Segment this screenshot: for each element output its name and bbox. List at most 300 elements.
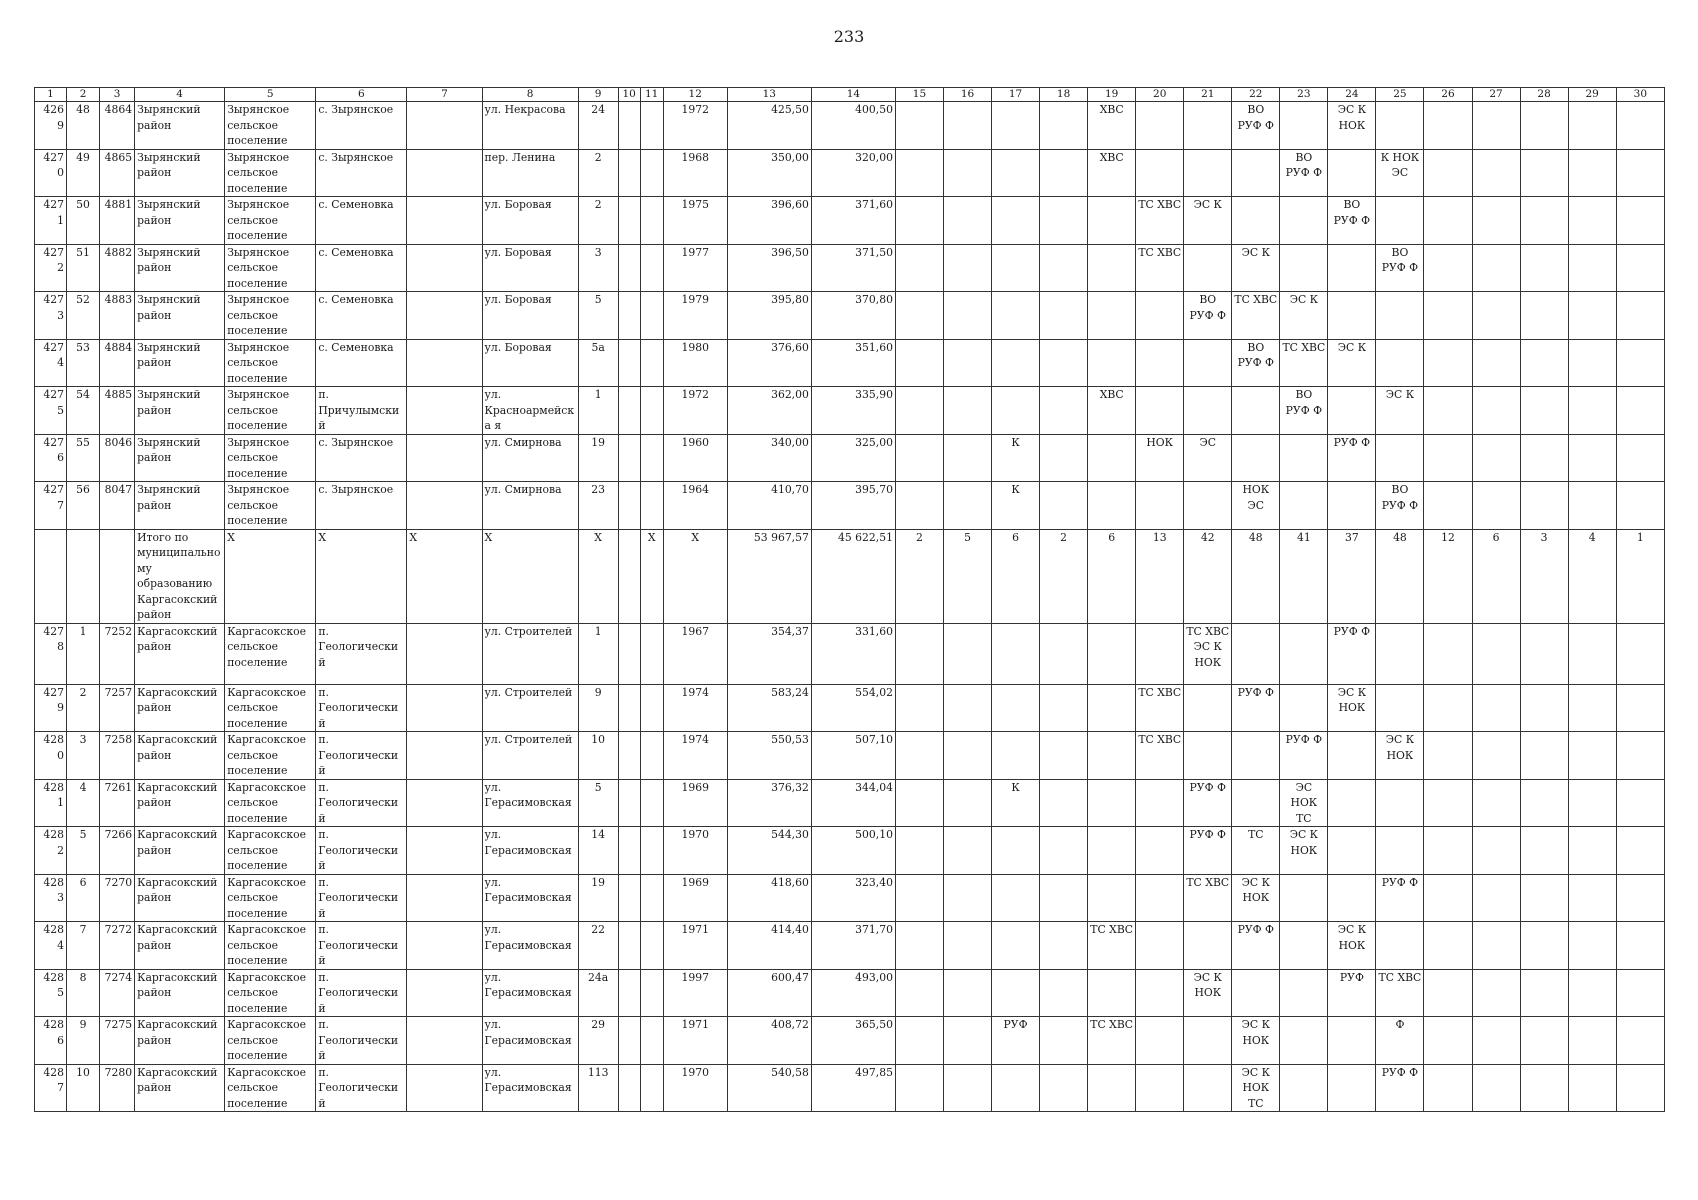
cell-col-2: 1 <box>67 623 100 684</box>
cell-col-16 <box>944 339 992 387</box>
cell-col-6: с. Зырянское <box>316 102 407 150</box>
cell-col-27 <box>1472 874 1520 922</box>
cell-col-26 <box>1424 922 1472 970</box>
cell-col-19 <box>1088 827 1136 875</box>
cell-col-6: с. Семеновка <box>316 292 407 340</box>
cell-col-8: ул. Строителей <box>482 623 578 684</box>
cell-col-17 <box>992 1064 1040 1112</box>
cell-col-30 <box>1616 684 1664 732</box>
cell-col-1 <box>35 529 67 623</box>
cell-col-18 <box>1040 149 1088 197</box>
cell-col-4: Зырянский район <box>135 102 225 150</box>
cell-col-27 <box>1472 1017 1520 1065</box>
cell-col-4: Зырянский район <box>135 387 225 435</box>
cell-col-24: РУФ Ф <box>1328 434 1376 482</box>
cell-col-24 <box>1328 149 1376 197</box>
cell-col-11 <box>640 623 663 684</box>
cell-col-15 <box>895 827 943 875</box>
cell-col-28 <box>1520 149 1568 197</box>
cell-col-27 <box>1472 482 1520 530</box>
cell-col-2: 6 <box>67 874 100 922</box>
cell-col-1: 4272 <box>35 244 67 292</box>
table-row <box>35 292 1665 340</box>
cell-col-3: 7257 <box>100 684 135 732</box>
cell-col-4: Зырянский район <box>135 197 225 245</box>
cell-col-14: 400,50 <box>811 102 895 150</box>
column-header-30: 30 <box>1616 88 1664 102</box>
table-row <box>35 482 1665 530</box>
cell-col-21 <box>1184 339 1232 387</box>
cell-col-6: п. Геологический <box>316 969 407 1017</box>
cell-col-18 <box>1040 387 1088 435</box>
cell-col-26 <box>1424 434 1472 482</box>
cell-col-28 <box>1520 1064 1568 1112</box>
cell-col-10 <box>618 149 640 197</box>
cell-col-17 <box>992 684 1040 732</box>
cell-col-6: п. Геологический <box>316 732 407 780</box>
cell-col-26 <box>1424 827 1472 875</box>
cell-col-11 <box>640 434 663 482</box>
cell-col-6: с. Семеновка <box>316 339 407 387</box>
cell-col-24 <box>1328 482 1376 530</box>
cell-col-29 <box>1568 922 1616 970</box>
cell-col-28 <box>1520 969 1568 1017</box>
cell-col-28 <box>1520 197 1568 245</box>
cell-col-18 <box>1040 874 1088 922</box>
cell-col-21 <box>1184 387 1232 435</box>
cell-col-4: Зырянский район <box>135 149 225 197</box>
cell-col-9: 5а <box>578 339 618 387</box>
cell-col-30 <box>1616 339 1664 387</box>
column-header-10: 10 <box>618 88 640 102</box>
cell-col-8: ул. Герасимовская <box>482 779 578 827</box>
cell-col-5: Каргасокское сельское поселение <box>225 623 316 684</box>
cell-col-27 <box>1472 244 1520 292</box>
cell-col-20 <box>1136 1064 1184 1112</box>
cell-col-17 <box>992 732 1040 780</box>
cell-col-28 <box>1520 874 1568 922</box>
cell-col-2: 54 <box>67 387 100 435</box>
cell-col-25: Ф <box>1376 1017 1424 1065</box>
column-number-header <box>35 88 1665 102</box>
cell-col-30: 1 <box>1616 529 1664 623</box>
cell-col-24 <box>1328 827 1376 875</box>
cell-col-13: 600,47 <box>727 969 811 1017</box>
cell-col-19 <box>1088 1064 1136 1112</box>
cell-col-20: ТС ХВС <box>1136 197 1184 245</box>
cell-col-18 <box>1040 102 1088 150</box>
cell-col-27 <box>1472 149 1520 197</box>
cell-col-5: Зырянское сельское поселение <box>225 387 316 435</box>
cell-col-8: ул. Боровая <box>482 292 578 340</box>
cell-col-30 <box>1616 732 1664 780</box>
cell-col-24: ЭС К НОК <box>1328 922 1376 970</box>
cell-col-12: 1970 <box>663 1064 727 1112</box>
column-header-20: 20 <box>1136 88 1184 102</box>
cell-col-20 <box>1136 922 1184 970</box>
cell-col-2: 9 <box>67 1017 100 1065</box>
cell-col-17 <box>992 827 1040 875</box>
cell-col-8: ул. Боровая <box>482 244 578 292</box>
cell-col-19 <box>1088 339 1136 387</box>
cell-col-5: Зырянское сельское поселение <box>225 292 316 340</box>
cell-col-26 <box>1424 339 1472 387</box>
cell-col-24: 37 <box>1328 529 1376 623</box>
cell-col-27 <box>1472 779 1520 827</box>
cell-col-28 <box>1520 387 1568 435</box>
cell-col-12: 1979 <box>663 292 727 340</box>
cell-col-9: 113 <box>578 1064 618 1112</box>
column-header-27: 27 <box>1472 88 1520 102</box>
cell-col-7 <box>407 827 482 875</box>
cell-col-28 <box>1520 779 1568 827</box>
column-header-28: 28 <box>1520 88 1568 102</box>
cell-col-20: ТС ХВС <box>1136 732 1184 780</box>
cell-col-14: 395,70 <box>811 482 895 530</box>
cell-col-12: Х <box>663 529 727 623</box>
cell-col-15 <box>895 684 943 732</box>
cell-col-22: НОК ЭС <box>1232 482 1280 530</box>
cell-col-22: РУФ Ф <box>1232 922 1280 970</box>
cell-col-3: 7261 <box>100 779 135 827</box>
cell-col-24: РУФ Ф <box>1328 623 1376 684</box>
cell-col-19: ХВС <box>1088 102 1136 150</box>
cell-col-24 <box>1328 387 1376 435</box>
cell-col-23: ЭС К <box>1280 292 1328 340</box>
cell-col-23 <box>1280 922 1328 970</box>
cell-col-11 <box>640 684 663 732</box>
cell-col-14: 325,00 <box>811 434 895 482</box>
cell-col-26 <box>1424 969 1472 1017</box>
cell-col-8: ул. Смирнова <box>482 482 578 530</box>
cell-col-25 <box>1376 434 1424 482</box>
column-header-24: 24 <box>1328 88 1376 102</box>
cell-col-3: 7270 <box>100 874 135 922</box>
cell-col-4: Зырянский район <box>135 339 225 387</box>
cell-col-13: 376,32 <box>727 779 811 827</box>
cell-col-29 <box>1568 197 1616 245</box>
cell-col-27 <box>1472 684 1520 732</box>
cell-col-4: Зырянский район <box>135 244 225 292</box>
cell-col-2: 7 <box>67 922 100 970</box>
cell-col-15 <box>895 482 943 530</box>
cell-col-19 <box>1088 197 1136 245</box>
cell-col-13: 340,00 <box>727 434 811 482</box>
cell-col-9: 22 <box>578 922 618 970</box>
cell-col-4: Зырянский район <box>135 292 225 340</box>
cell-col-6: п. Геологический <box>316 1017 407 1065</box>
cell-col-20 <box>1136 292 1184 340</box>
cell-col-27 <box>1472 1064 1520 1112</box>
cell-col-14: 335,90 <box>811 387 895 435</box>
cell-col-28 <box>1520 1017 1568 1065</box>
cell-col-24 <box>1328 874 1376 922</box>
cell-col-19 <box>1088 292 1136 340</box>
cell-col-23 <box>1280 684 1328 732</box>
table-row <box>35 244 1665 292</box>
cell-col-17: РУФ <box>992 1017 1040 1065</box>
table-row <box>35 732 1665 780</box>
cell-col-11 <box>640 1017 663 1065</box>
cell-col-19 <box>1088 779 1136 827</box>
cell-col-26 <box>1424 102 1472 150</box>
cell-col-6: с. Зырянское <box>316 482 407 530</box>
cell-col-27 <box>1472 292 1520 340</box>
cell-col-1: 4277 <box>35 482 67 530</box>
cell-col-18 <box>1040 623 1088 684</box>
cell-col-19 <box>1088 623 1136 684</box>
cell-col-15 <box>895 244 943 292</box>
cell-col-1: 4270 <box>35 149 67 197</box>
cell-col-12: 1969 <box>663 779 727 827</box>
cell-col-22: РУФ Ф <box>1232 684 1280 732</box>
cell-col-11 <box>640 732 663 780</box>
cell-col-24 <box>1328 244 1376 292</box>
cell-col-19 <box>1088 969 1136 1017</box>
cell-col-9: 19 <box>578 874 618 922</box>
cell-col-30 <box>1616 244 1664 292</box>
cell-col-21 <box>1184 482 1232 530</box>
cell-col-5: Каргасокское сельское поселение <box>225 1064 316 1112</box>
cell-col-14: 323,40 <box>811 874 895 922</box>
cell-col-16: 5 <box>944 529 992 623</box>
cell-col-25: ВО РУФ Ф <box>1376 244 1424 292</box>
cell-col-15 <box>895 339 943 387</box>
cell-col-13: 408,72 <box>727 1017 811 1065</box>
cell-col-23: ТС ХВС <box>1280 339 1328 387</box>
cell-col-7 <box>407 874 482 922</box>
cell-col-16 <box>944 1064 992 1112</box>
cell-col-14: 507,10 <box>811 732 895 780</box>
cell-col-25 <box>1376 102 1424 150</box>
cell-col-6: Х <box>316 529 407 623</box>
cell-col-26 <box>1424 1017 1472 1065</box>
cell-col-19 <box>1088 732 1136 780</box>
cell-col-7 <box>407 684 482 732</box>
cell-col-13: 414,40 <box>727 922 811 970</box>
cell-col-9: 10 <box>578 732 618 780</box>
cell-col-23 <box>1280 874 1328 922</box>
column-header-21: 21 <box>1184 88 1232 102</box>
cell-col-30 <box>1616 1064 1664 1112</box>
cell-col-21 <box>1184 1064 1232 1112</box>
column-header-26: 26 <box>1424 88 1472 102</box>
cell-col-2: 3 <box>67 732 100 780</box>
cell-col-4: Зырянский район <box>135 482 225 530</box>
cell-col-8: пер. Ленина <box>482 149 578 197</box>
cell-col-24: ЭС К НОК <box>1328 102 1376 150</box>
cell-col-28 <box>1520 827 1568 875</box>
cell-col-26 <box>1424 779 1472 827</box>
cell-col-17 <box>992 969 1040 1017</box>
cell-col-19: ТС ХВС <box>1088 1017 1136 1065</box>
column-header-4: 4 <box>135 88 225 102</box>
cell-col-17 <box>992 292 1040 340</box>
cell-col-25 <box>1376 623 1424 684</box>
cell-col-14: 371,70 <box>811 922 895 970</box>
cell-col-13: 350,00 <box>727 149 811 197</box>
cell-col-15 <box>895 197 943 245</box>
cell-col-28 <box>1520 434 1568 482</box>
cell-col-17 <box>992 339 1040 387</box>
cell-col-17 <box>992 874 1040 922</box>
cell-col-11 <box>640 197 663 245</box>
cell-col-15: 2 <box>895 529 943 623</box>
cell-col-6: п. Причулымский <box>316 387 407 435</box>
column-header-12: 12 <box>663 88 727 102</box>
cell-col-8: ул. Некрасова <box>482 102 578 150</box>
cell-col-3: 7258 <box>100 732 135 780</box>
cell-col-21: РУФ Ф <box>1184 827 1232 875</box>
cell-col-25 <box>1376 292 1424 340</box>
cell-col-28 <box>1520 684 1568 732</box>
cell-col-25 <box>1376 197 1424 245</box>
cell-col-4: Каргасокский район <box>135 827 225 875</box>
cell-col-11 <box>640 874 663 922</box>
cell-col-12: 1971 <box>663 922 727 970</box>
cell-col-22 <box>1232 387 1280 435</box>
cell-col-23: ВО РУФ Ф <box>1280 387 1328 435</box>
cell-col-16 <box>944 387 992 435</box>
cell-col-29 <box>1568 827 1616 875</box>
cell-col-28 <box>1520 482 1568 530</box>
cell-col-15 <box>895 969 943 1017</box>
cell-col-5: Зырянское сельское поселение <box>225 482 316 530</box>
cell-col-19: ТС ХВС <box>1088 922 1136 970</box>
cell-col-9: Х <box>578 529 618 623</box>
cell-col-30 <box>1616 623 1664 684</box>
cell-col-27 <box>1472 434 1520 482</box>
cell-col-19 <box>1088 684 1136 732</box>
cell-col-5: Каргасокское сельское поселение <box>225 922 316 970</box>
cell-col-23 <box>1280 244 1328 292</box>
column-header-6: 6 <box>316 88 407 102</box>
cell-col-4: Каргасокский район <box>135 623 225 684</box>
cell-col-6: п. Геологический <box>316 779 407 827</box>
cell-col-28: 3 <box>1520 529 1568 623</box>
cell-col-20 <box>1136 149 1184 197</box>
cell-col-25: ВО РУФ Ф <box>1376 482 1424 530</box>
cell-col-21: 42 <box>1184 529 1232 623</box>
cell-col-22 <box>1232 623 1280 684</box>
column-header-29: 29 <box>1568 88 1616 102</box>
cell-col-6: п. Геологический <box>316 684 407 732</box>
cell-col-21: ЭС К <box>1184 197 1232 245</box>
cell-col-17 <box>992 623 1040 684</box>
cell-col-27 <box>1472 969 1520 1017</box>
cell-col-5: Зырянское сельское поселение <box>225 434 316 482</box>
cell-col-21: ЭС <box>1184 434 1232 482</box>
table-row <box>35 197 1665 245</box>
cell-col-10 <box>618 922 640 970</box>
cell-col-22: ЭС К НОК <box>1232 1017 1280 1065</box>
cell-col-14: 365,50 <box>811 1017 895 1065</box>
cell-col-24 <box>1328 1017 1376 1065</box>
table-row <box>35 102 1665 150</box>
cell-col-21 <box>1184 244 1232 292</box>
cell-col-9: 14 <box>578 827 618 875</box>
cell-col-18 <box>1040 684 1088 732</box>
cell-col-14: 554,02 <box>811 684 895 732</box>
cell-col-7 <box>407 732 482 780</box>
cell-col-6: с. Семеновка <box>316 244 407 292</box>
cell-col-26 <box>1424 1064 1472 1112</box>
cell-col-8: ул. Герасимовская <box>482 1064 578 1112</box>
cell-col-20 <box>1136 482 1184 530</box>
cell-col-11: Х <box>640 529 663 623</box>
cell-col-29 <box>1568 1064 1616 1112</box>
cell-col-26 <box>1424 292 1472 340</box>
table-row <box>35 339 1665 387</box>
cell-col-1: 4285 <box>35 969 67 1017</box>
column-header-19: 19 <box>1088 88 1136 102</box>
cell-col-18 <box>1040 779 1088 827</box>
cell-col-11 <box>640 969 663 1017</box>
cell-col-1: 4286 <box>35 1017 67 1065</box>
cell-col-8: Х <box>482 529 578 623</box>
cell-col-22: 48 <box>1232 529 1280 623</box>
cell-col-22 <box>1232 779 1280 827</box>
cell-col-23 <box>1280 1017 1328 1065</box>
cell-col-9: 19 <box>578 434 618 482</box>
cell-col-14: 344,04 <box>811 779 895 827</box>
cell-col-22 <box>1232 149 1280 197</box>
column-header-22: 22 <box>1232 88 1280 102</box>
cell-col-15 <box>895 922 943 970</box>
cell-col-28 <box>1520 922 1568 970</box>
cell-col-27 <box>1472 197 1520 245</box>
cell-col-16 <box>944 482 992 530</box>
cell-col-5: Каргасокское сельское поселение <box>225 732 316 780</box>
cell-col-1: 4284 <box>35 922 67 970</box>
cell-col-20 <box>1136 339 1184 387</box>
cell-col-21: ТС ХВС ЭС К НОК <box>1184 623 1232 684</box>
cell-col-21 <box>1184 1017 1232 1065</box>
cell-col-18 <box>1040 292 1088 340</box>
cell-col-12: 1967 <box>663 623 727 684</box>
cell-col-30 <box>1616 922 1664 970</box>
cell-col-23: РУФ Ф <box>1280 732 1328 780</box>
cell-col-4: Каргасокский район <box>135 874 225 922</box>
table-row <box>35 149 1665 197</box>
cell-col-9: 1 <box>578 387 618 435</box>
cell-col-10 <box>618 732 640 780</box>
cell-col-4: Каргасокский район <box>135 684 225 732</box>
cell-col-16 <box>944 197 992 245</box>
cell-col-17: К <box>992 779 1040 827</box>
column-header-17: 17 <box>992 88 1040 102</box>
cell-col-18 <box>1040 922 1088 970</box>
cell-col-1: 4271 <box>35 197 67 245</box>
cell-col-9: 24 <box>578 102 618 150</box>
cell-col-11 <box>640 922 663 970</box>
cell-col-20 <box>1136 969 1184 1017</box>
cell-col-23 <box>1280 434 1328 482</box>
cell-col-1: 4278 <box>35 623 67 684</box>
cell-col-2: 5 <box>67 827 100 875</box>
cell-col-29 <box>1568 244 1616 292</box>
cell-col-10 <box>618 779 640 827</box>
cell-col-16 <box>944 102 992 150</box>
cell-col-11 <box>640 244 663 292</box>
cell-col-8: ул. Герасимовская <box>482 1017 578 1065</box>
table-row <box>35 623 1665 684</box>
cell-col-18 <box>1040 482 1088 530</box>
cell-col-3: 8047 <box>100 482 135 530</box>
cell-col-30 <box>1616 1017 1664 1065</box>
cell-col-29 <box>1568 1017 1616 1065</box>
cell-col-4: Каргасокский район <box>135 1064 225 1112</box>
